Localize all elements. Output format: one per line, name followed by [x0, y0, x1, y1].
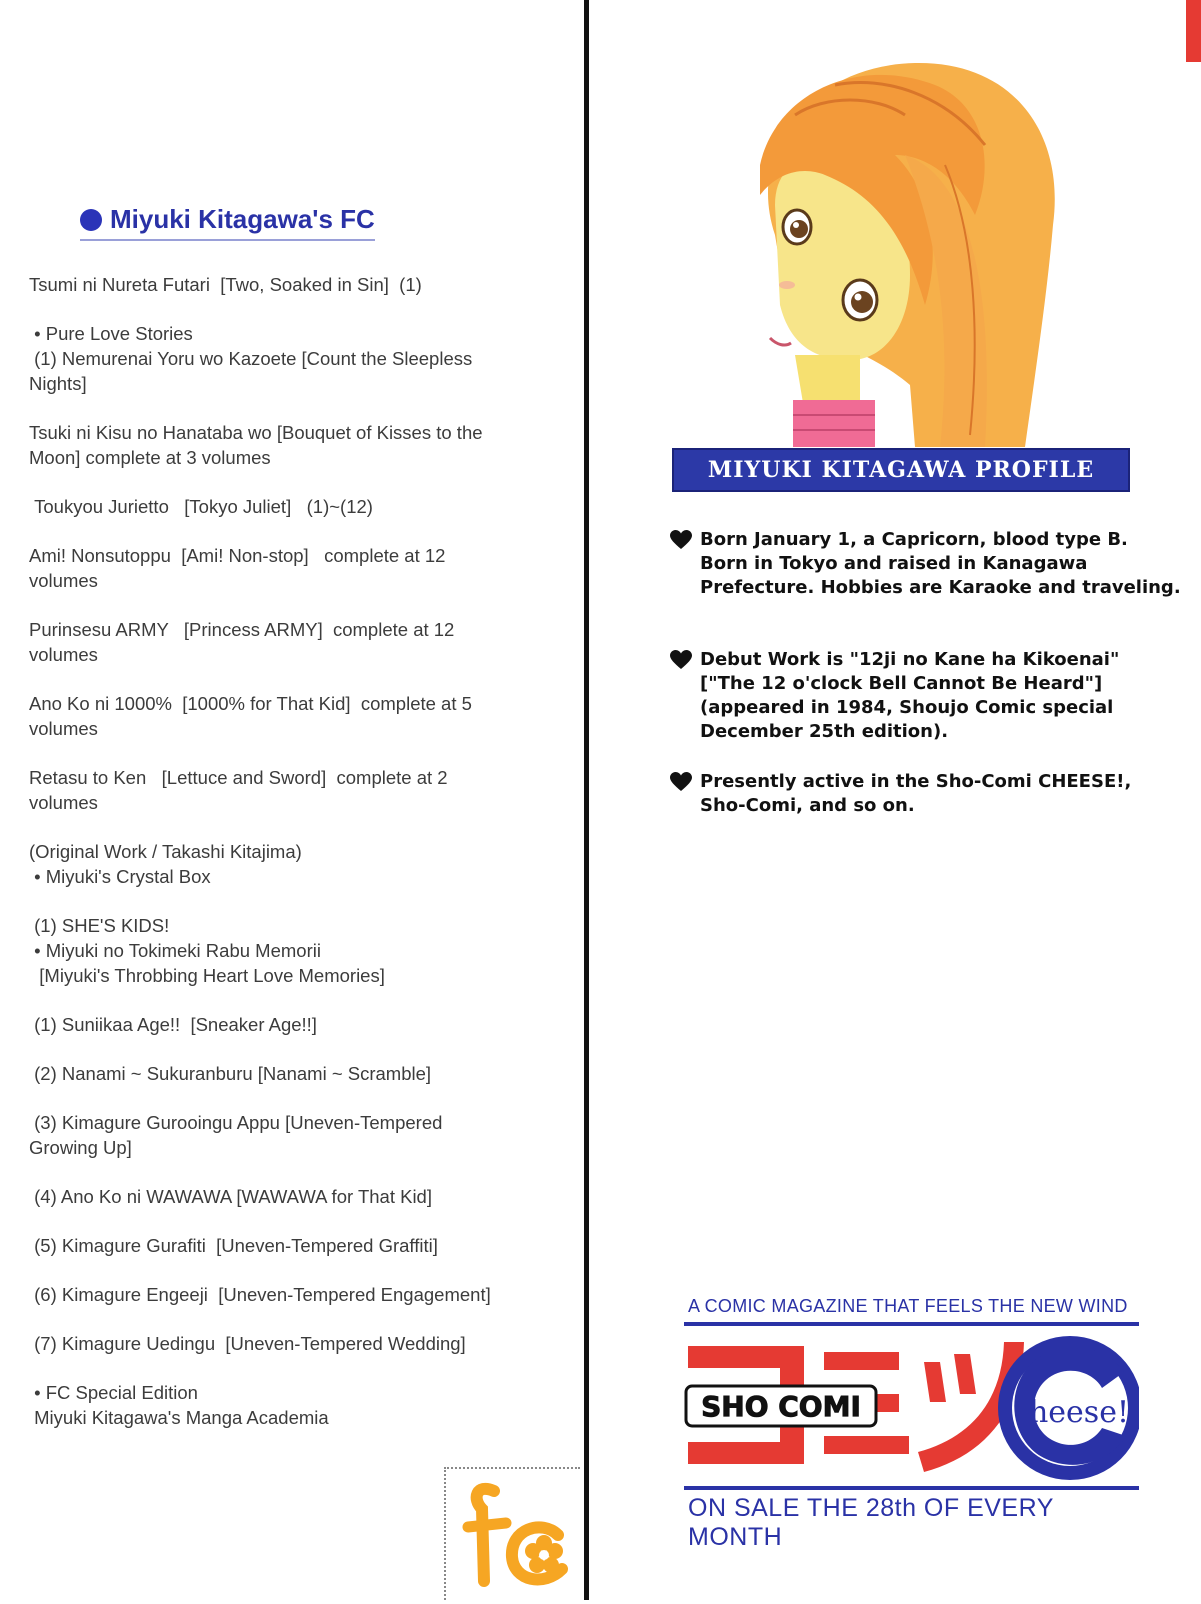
bio-line: ["The 12 o'clock Bell Cannot Be Heard"]	[700, 673, 1103, 694]
work-entry-line: (1) Nemurenai Yoru wo Kazoete [Count the Sleepless	[29, 348, 473, 369]
fc-works-column	[0, 0, 580, 1600]
bio-item	[670, 770, 1150, 818]
column-divider	[584, 0, 589, 1600]
work-entry-line: • Miyuki no Tokimeki Rabu Memorii	[29, 940, 321, 961]
work-entry-line: Ano Ko ni 1000% [1000% for That Kid] complete at 5	[29, 693, 472, 714]
work-entry-line: (Original Work / Takashi Kitajima)	[29, 841, 302, 862]
magazine-on-sale: ON SALE THE 28th OF EVERY MONTH	[688, 1494, 1054, 1551]
bio-item	[670, 648, 1150, 744]
work-entry	[29, 1380, 559, 1430]
work-entry-line: (6) Kimagure Engeeji [Uneven-Tempered Engagement]	[29, 1284, 491, 1305]
work-entry-line: Ami! Nonsutoppu [Ami! Non-stop] complete at 12	[29, 545, 446, 566]
work-entry-line: (2) Nanami ~ Sukuranburu [Nanami ~ Scramble]	[29, 1063, 432, 1084]
work-entry-line: (5) Kimagure Gurafiti [Uneven-Tempered Graffiti]	[29, 1235, 438, 1256]
corner-red-tab	[1186, 0, 1201, 62]
work-entry-line: (1) SHE'S KIDS!	[29, 915, 170, 936]
bio-line: Presently active in the Sho-Comi CHEESE!,	[700, 771, 1132, 792]
work-entry	[29, 1110, 559, 1160]
work-entry-line: volumes	[29, 792, 98, 813]
fc-logo	[444, 1467, 580, 1600]
work-entry	[29, 765, 559, 815]
work-entry	[29, 1012, 559, 1037]
work-entry-line: Tsumi ni Nureta Futari [Two, Soaked in Sin] (1)	[29, 274, 422, 295]
magazine-tagline: A COMIC MAGAZINE THAT FEELS THE NEW WIND	[688, 1296, 1128, 1316]
work-entry	[29, 321, 559, 396]
work-entry	[29, 1061, 559, 1086]
bio-text	[700, 770, 1131, 818]
magazine-logo-left: SHO COMI	[701, 1390, 861, 1423]
magazine-rule-bottom	[684, 1486, 1139, 1490]
heart-icon	[670, 530, 700, 600]
bio-line: Debut Work is "12ji no Kane ha Kikoenai"	[700, 649, 1120, 670]
work-entry	[29, 420, 559, 470]
work-entry	[29, 691, 559, 741]
bio-line: December 25th edition).	[700, 721, 949, 742]
magazine-logo-right: heese!	[1028, 1395, 1130, 1430]
bullet-dot-icon	[80, 209, 102, 231]
bio-line: Born January 1, a Capricorn, blood type B.	[700, 529, 1128, 550]
work-entry-line: Moon] complete at 3 volumes	[29, 447, 271, 468]
bio-line: (appeared in 1984, Shoujo Comic special	[700, 697, 1114, 718]
profile-title: MIYUKI KITAGAWA PROFILE	[707, 457, 1095, 483]
magazine-logo-icon	[684, 1332, 1139, 1484]
work-entry-line: volumes	[29, 570, 98, 591]
bio-line: Born in Tokyo and raised in Kanagawa	[700, 553, 1088, 574]
work-entry-line: Nights]	[29, 373, 87, 394]
work-entry-line: (3) Kimagure Gurooingu Appu [Uneven-Tempered	[29, 1112, 443, 1133]
fc-section-title: Miyuki Kitagawa's FC	[110, 204, 375, 234]
work-entry	[29, 1282, 559, 1307]
profile-banner	[672, 448, 1130, 492]
work-entry	[29, 1233, 559, 1258]
work-entry	[29, 913, 559, 988]
magazine-logo	[684, 1332, 1139, 1484]
work-entry-line: Retasu to Ken [Lettuce and Sword] complete at 2	[29, 767, 448, 788]
works-list	[29, 272, 559, 1454]
work-entry	[29, 1184, 559, 1209]
work-entry	[29, 1331, 559, 1356]
author-portrait	[735, 55, 1075, 450]
work-entry-line: Miyuki Kitagawa's Manga Academia	[29, 1407, 329, 1428]
work-entry-line: Tsuki ni Kisu no Hanataba wo [Bouquet of Kisses to the	[29, 422, 483, 443]
work-entry-line: Purinsesu ARMY [Princess ARMY] complete at 12	[29, 619, 455, 640]
work-entry-line: volumes	[29, 718, 98, 739]
bio-item	[670, 528, 1181, 600]
magazine-rule-top	[684, 1322, 1139, 1326]
bio-line: Sho-Comi, and so on.	[700, 795, 915, 816]
work-entry-line: Growing Up]	[29, 1137, 132, 1158]
portrait-illustration-icon	[735, 55, 1075, 450]
heart-icon	[670, 650, 700, 744]
work-entry	[29, 543, 559, 593]
bio-text	[700, 528, 1181, 600]
work-entry-line: Toukyou Jurietto [Tokyo Juliet] (1)~(12)	[29, 496, 373, 517]
fc-section-heading	[80, 204, 375, 241]
work-entry-line: [Miyuki's Throbbing Heart Love Memories]	[29, 965, 385, 986]
heart-icon	[670, 772, 700, 818]
bio-text	[700, 648, 1119, 744]
work-entry-line: volumes	[29, 644, 98, 665]
work-entry-line: (4) Ano Ko ni WAWAWA [WAWAWA for That Kid]	[29, 1186, 432, 1207]
work-entry-line: • Pure Love Stories	[29, 323, 193, 344]
work-entry-line: • Miyuki's Crystal Box	[29, 866, 211, 887]
work-entry	[29, 617, 559, 667]
bio-line: Prefecture. Hobbies are Karaoke and traveling.	[700, 577, 1181, 598]
work-entry	[29, 839, 559, 889]
work-entry	[29, 494, 559, 519]
work-entry	[29, 272, 559, 297]
fc-logo-icon	[446, 1469, 580, 1600]
work-entry-line: (1) Suniikaa Age!! [Sneaker Age!!]	[29, 1014, 317, 1035]
work-entry-line: (7) Kimagure Uedingu [Uneven-Tempered Wedding]	[29, 1333, 466, 1354]
work-entry-line: • FC Special Edition	[29, 1382, 198, 1403]
